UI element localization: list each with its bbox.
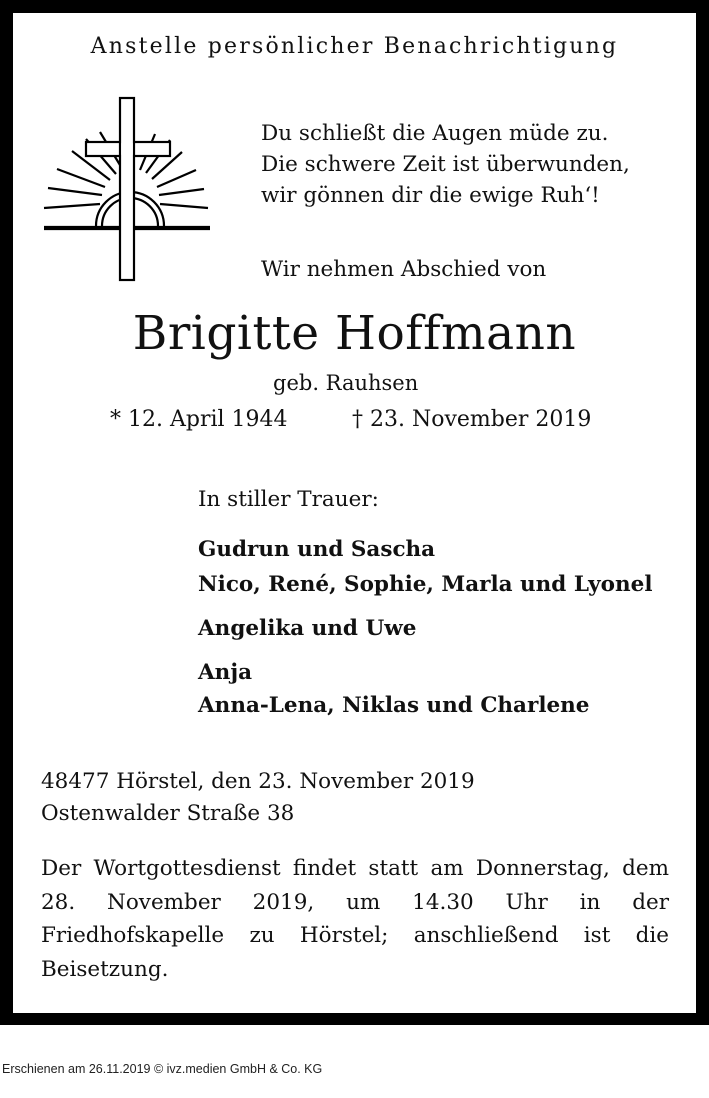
deceased-name: Brigitte Hoffmann xyxy=(132,306,577,361)
poem xyxy=(261,118,630,211)
poem-line: wir gönnen dir die ewige Ruh‘! xyxy=(261,183,600,208)
farewell-intro: Wir nehmen Abschied von xyxy=(261,257,547,282)
mourner-line: Nico, René, Sophie, Marla und Lyonel xyxy=(198,572,653,597)
mourner-line: Gudrun und Sascha xyxy=(198,537,436,562)
death-date: † 23. November 2019 xyxy=(352,407,592,432)
cross-with-sunrise-icon xyxy=(42,96,212,282)
poem-line: Die schwere Zeit ist überwunden, xyxy=(261,152,630,177)
mourner-line: Anja xyxy=(198,660,253,685)
place-and-date: 48477 Hörstel, den 23. November 2019 xyxy=(41,769,475,794)
mourner-line: Anna-Lena, Niklas und Charlene xyxy=(198,693,590,718)
service-information: Der Wortgottesdienst findet statt am Donnerstag, dem 28. November 2019, um 14.30 Uhr in der Friedhofskapelle zu Hörstel; anschließend ist die Beisetzung. xyxy=(41,856,669,982)
birth-date: * 12. April 1944 xyxy=(110,407,288,432)
mourning-title: In stiller Trauer: xyxy=(198,487,379,512)
birth-name: geb. Rauhsen xyxy=(273,371,419,395)
notice-header: Anstelle persönlicher Benachrichtigung xyxy=(90,34,619,59)
poem-line: Du schließt die Augen müde zu. xyxy=(261,121,609,146)
mourner-line: Angelika und Uwe xyxy=(198,616,417,641)
street-address: Ostenwalder Straße 38 xyxy=(41,801,295,826)
publication-footer: Erschienen am 26.11.2019 © ivz.medien GmbH & Co. KG xyxy=(2,1062,323,1076)
